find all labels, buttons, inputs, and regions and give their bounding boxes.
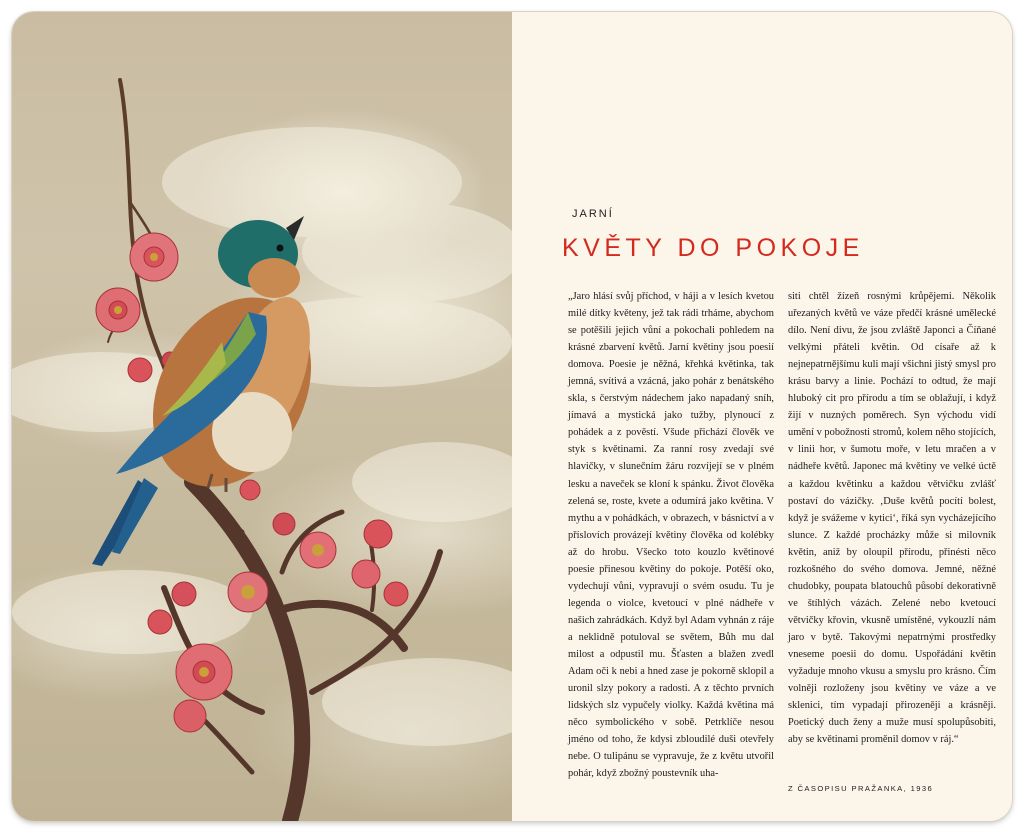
- illustration-page: [12, 12, 512, 821]
- book-spread: [12, 12, 1012, 821]
- article-title: KVĚTY DO POKOJE: [562, 234, 864, 262]
- paragraph: „Jaro hlásí svůj příchod, v háji a v lesích kvetou milé dítky květeny, jež tak rádi trháme, abychom se potěšili jejich vůní a pokochali pohledem na krásné zbarvení květů. Jarní květiny jsou poesií domova. Poesie je něžná, křehká květinka, tak jemná, svítivá a vzácná, jako pohár z benátského skla, s čerstvým nádechem jako napadaný sníh, jímavá a mystická jako tužby, plynoucí z pohádek a z pověstí. Všude přichází člověk ve styk s květinami. Za ranní rosy zvedají své hlavičky, v slunečním žáru rozvíjejí se v plném lesku a naveček se kloní k spánku. Život člověka zelená se, roste, kvete a odumírá jako květina. V mythu a v pohádkách, v obrazech, v básnictví a v příslovích provázejí květiny člověka od kolébky až do hrobu. Všecko toto kouzlo květinové poesie přinesou květiny do pokoje. Potěší oko, vydechují vůni, vypravují o svém osudu. Tu je legenda o violce, kvetoucí v plné nádheře v našich zahrádkách. Když byl Adam vyhnán z ráje a neklidně potuloval se světem, Bůh mu dal milost a odpustil mu. Šťasten a blažen zvedl Adam oči k nebi a hned zase je pokorně sklopil a uronil slzy pokory a radosti. A z těchto prvních lidských slz vypučely violky. Každá květina má něco symbolického v sobě. Petrklíče nesou jméno od toho, že kdysi zbloudilé duši otevřely nebe. O tulipánu se vypravuje, že z květu utvořil pohár, když zbožný poustevník uha-: [568, 291, 775, 780]
- source-credit: Z ČASOPISU PRAŽANKA, 1936: [788, 784, 934, 793]
- text-column-1: [568, 288, 774, 782]
- section-label: JARNÍ: [572, 208, 614, 220]
- bird-on-branch-illustration: [12, 12, 512, 821]
- text-page: [512, 12, 1012, 821]
- paragraph: siti chtěl žízeň rosnými krůpějemi. Několik uřezaných květů ve váze předčí krásné umělecké dílo. Není divu, že jsou zvláště Japonci a Číňané velkými přáteli květin. Od císaře až k nejnepatrnějšímu kuli mají všichni jistý smysl pro krásu barvy a linie. Pochází to odtud, že mají hluboký cit pro přírodu a tím se oblažují, i když žijí v nuzných poměrech. Syn východu vidí umění v pobožnosti stromů, kolem něho stojících, v linii hor, v šumotu moře, v letu mračen a v nádheře květů. Japonec má květiny ve velké úctě a každou květinku a každou větvičku zvlášť postaví do vázičky. ‚Duše květů pocítí bolest, když je svážeme v kytici‘, říká syn vycházejícího slunce. Z každé procházky může si milovník květin, aniž by oloupil přírodu, přinésti něco rozkošného do svého domova. Jemné, něžné chudobky, poupata blatouchů působí dekorativně ve štíhlých vázách. Zelené nebo kvetoucí větvičky křovin, vkusně umístěné, vykouzlí nám jaro v bytě. Takovými nepatrnými prostředky vneseme poesii do domu. Uspořádání květin vyžaduje mnoho vkusu a smyslu pro krásno. Čím volněji rozloženy jsou květiny ve váze a ve sklenici, tím vypadají přirozeněji a krásněji. Poetický duch ženy a muže musí spolupůsobiti, aby se květinami proměnil domov v ráj.“: [788, 291, 996, 746]
- text-column-2: [788, 288, 996, 748]
